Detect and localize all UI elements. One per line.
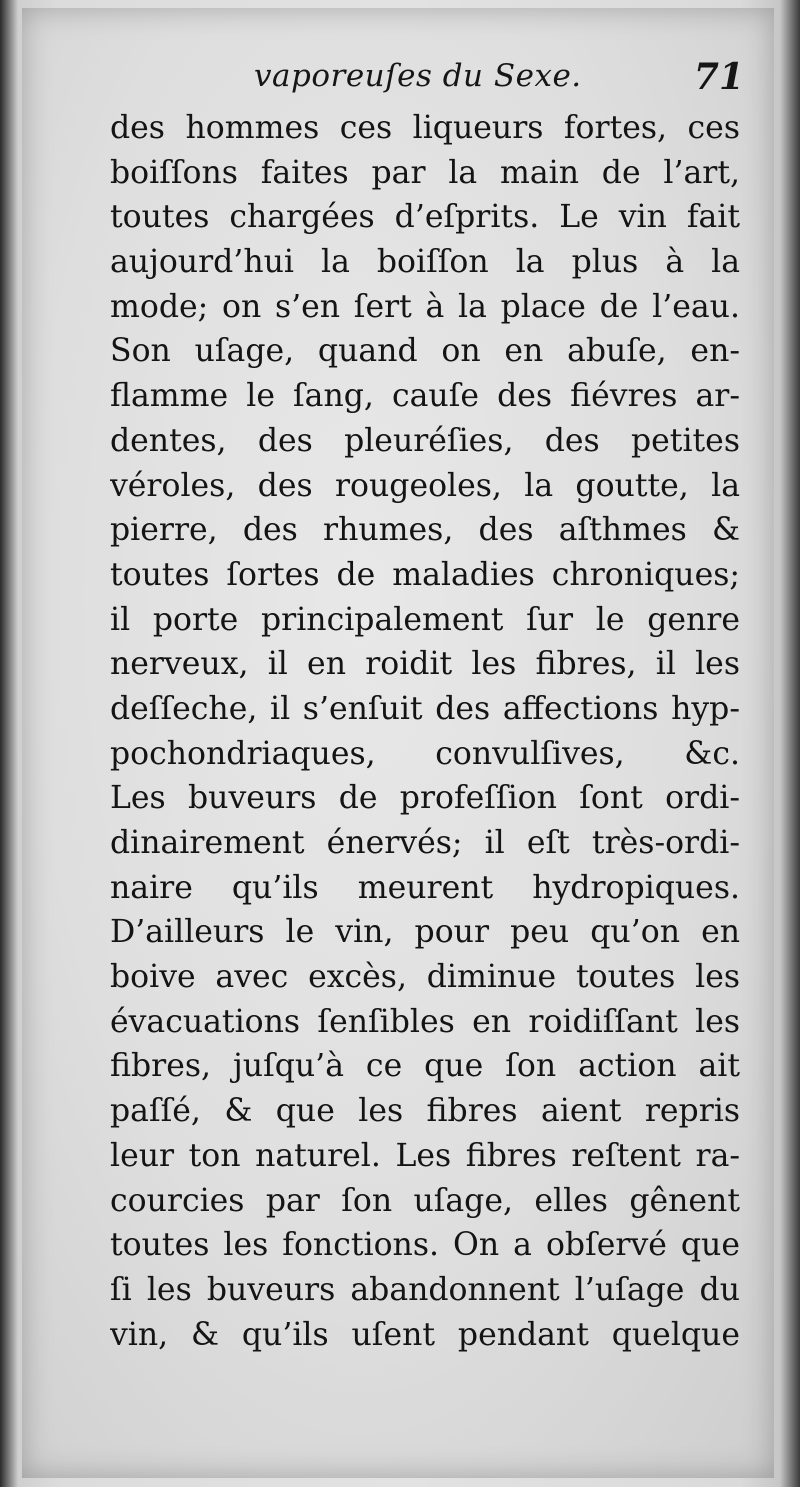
book-page — [22, 8, 774, 1478]
text-line-3: toutes chargées d’eſprits. Le vin fait — [110, 199, 740, 236]
text-line-15: pochondriaques, convulſives, &c. — [110, 735, 740, 772]
text-line-4: aujourd’hui la boiſſon la plus à la — [110, 244, 740, 281]
text-line-20: boive avec excès, diminue toutes les — [110, 959, 740, 996]
text-line-28: vin, & qu’ils uſent pendant quelque — [110, 1316, 740, 1353]
text-line-17: dinairement énervés; il eſt très-ordi- — [110, 825, 740, 861]
text-line-18: naire qu’ils meurent hydropiques. — [110, 869, 740, 906]
running-title: vaporeuſes du Sexe. — [254, 58, 582, 94]
text-line-9: véroles, des rougeoles, la goutte, la — [110, 467, 740, 504]
body-text — [110, 106, 740, 1357]
text-line-7: flamme le ſang, cauſe des fiévres ar- — [110, 378, 740, 415]
text-line-5: mode; on s’en ſert à la place de l’eau. — [110, 288, 740, 325]
text-line-22: fibres, juſqu’à ce que ſon action ait — [110, 1048, 740, 1085]
text-line-26: toutes les fonctions. On a obſervé que — [110, 1227, 740, 1264]
text-line-23: paſſé, & que les fibres aient repris — [110, 1093, 740, 1130]
text-line-6: Son uſage, quand on en abuſe, en- — [110, 333, 740, 370]
text-line-14: deſſeche, il s’enſuit des affections hyp- — [110, 690, 740, 727]
text-line-12: il porte principalement ſur le genre — [110, 601, 740, 638]
text-line-19: D’ailleurs le vin, pour peu qu’on en — [110, 914, 740, 951]
text-line-1: des hommes ces liqueurs fortes, ces — [110, 110, 740, 146]
text-line-27: ſi les buveurs abandonnent l’uſage du — [110, 1271, 740, 1308]
text-line-11: toutes ſortes de maladies chroniques; — [110, 556, 740, 593]
text-line-13: nerveux, il en roidit les fibres, il les — [110, 646, 740, 683]
text-line-10: pierre, des rhumes, des aſthmes & — [110, 512, 740, 549]
text-line-25: courcies par ſon uſage, elles gênent — [110, 1182, 740, 1219]
text-line-2: boiſſons faites par la main de l’art, — [110, 154, 740, 191]
text-line-21: évacuations ſenſibles en roidiſſant les — [110, 1003, 740, 1040]
page-header — [254, 56, 744, 106]
text-line-8: dentes, des pleuréſies, des petites — [110, 422, 740, 459]
text-line-24: leur ton naturel. Les fibres reſtent ra- — [110, 1137, 740, 1174]
page-number: 71 — [693, 56, 744, 98]
text-line-16: Les buveurs de profeſſion ſont ordi- — [110, 780, 740, 817]
